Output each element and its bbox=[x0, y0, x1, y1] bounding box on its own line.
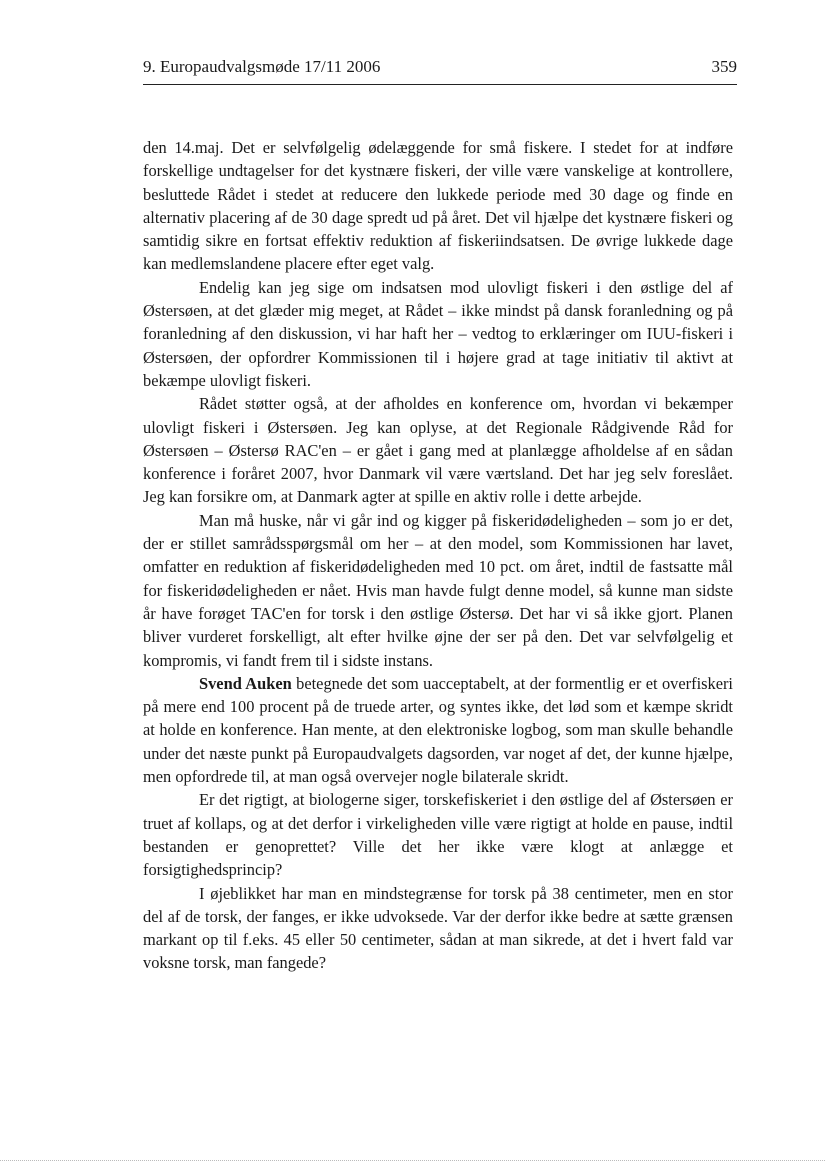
paragraph-7: I øjeblikket har man en mindstegrænse for torsk på 38 centimeter, men en stor del af de torsk, der fanges, er ikke udvoksede. Var der derfor ikke bedre at sætte grænsen markant op til f.eks. 45 eller 50 centimeter, sådan at man sikrede, at det i hvert fald var voksne torsk, man fangede? bbox=[143, 883, 733, 973]
speaker-name: Svend Auken bbox=[199, 673, 292, 693]
paragraph-5 bbox=[143, 672, 733, 788]
paragraph-1: den 14.maj. Det er selvfølgelig ødelæggende for små fiskere. I stedet for at indføre forskellige undtagelser for det kystnære fiskeri, der ville være vanskelige at kontrollere, besluttede Rådet i stedet at reducere den lukkede periode med 30 dage og finde en alternativ placering af de 30 dage spredt ud på året. Det vil hjælpe det kystnære fiskeri og samtidig sikre en fortsat effektiv reduktion af fiskeriindsatsen. De øvrige lukkede dage kan medlemslandene placere efter eget valg. bbox=[143, 138, 733, 274]
running-title: 9. Europaudvalgsmøde 17/11 2006 bbox=[143, 57, 381, 76]
paragraph-4: Man må huske, når vi går ind og kigger på fiskeridødeligheden – som jo er det, der er stillet samrådsspørgsmål om her – at den model, som Kommissionen har lavet, omfatter en reduktion af fiskeridødeligheden med 10 pct. om året, indtil de fastsatte mål for fiskeridødeligheden er nået. Hvis man havde fulgt denne model, så kunne man sidste år have forøget TAC'en for torsk i den østlige Østersø. Det har vi så ikke gjort. Planen bliver vurderet forskelligt, alt efter hvilke øjne der ser på den. Det var selvfølgelig et kompromis, vi fandt frem til i sidste instans. bbox=[143, 510, 733, 670]
paragraph-5-text: betegnede det som uacceptabelt, at der formentlig er et overfiskeri på mere end 100 procent på de truede arter, og syntes ikke, det lød som et kæmpe skridt at holde en konference. Han mente, at den elektroniske logbog, som man skulle behandle under det næste punkt på Europaudvalgets dagsorden, var noget af det, der kunne hjælpe, men opfordrede til, at man også overvejer nogle bilaterale skridt. bbox=[143, 673, 733, 787]
bottom-edge-rule bbox=[0, 1160, 825, 1161]
header-rule bbox=[143, 84, 737, 85]
page-header bbox=[143, 56, 737, 86]
page-number: 359 bbox=[711, 57, 737, 76]
paragraph-3: Rådet støtter også, at der afholdes en konference om, hvordan vi bekæmper ulovligt fiskeri i Østersøen. Jeg kan oplyse, at det Regionale Rådgivende Råd for Østersøen – Østersø RAC'en – er gået i gang med at planlægge afholdelse af en sådan konference i foråret 2007, hvor Danmark vil være værtsland. Det har jeg selv foreslået. Jeg kan forsikre om, at Danmark agter at spille en aktiv rolle i dette arbejde. bbox=[143, 394, 733, 507]
paragraph-6: Er det rigtigt, at biologerne siger, torskefiskeriet i den østlige del af Østersøen er truet af kollaps, og at det derfor i virkeligheden ville være rigtigt at holde en pause, indtil bestanden er genoprettet? Ville det her ikke være klogt at anlægge et forsigtighedsprincip? bbox=[143, 790, 733, 880]
body-text bbox=[143, 136, 733, 975]
paragraph-2: Endelig kan jeg sige om indsatsen mod ulovligt fiskeri i den østlige del af Østersøen, at det glæder mig meget, at Rådet – ikke mindst på dansk foranledning og på foranledning af den diskussion, vi har haft her – vedtog to erklæringer om IUU-fiskeri i Østersøen, der opfordrer Kommissionen til i højere grad at tage initiativ til aktivt at bekæmpe ulovligt fiskeri. bbox=[143, 277, 733, 390]
